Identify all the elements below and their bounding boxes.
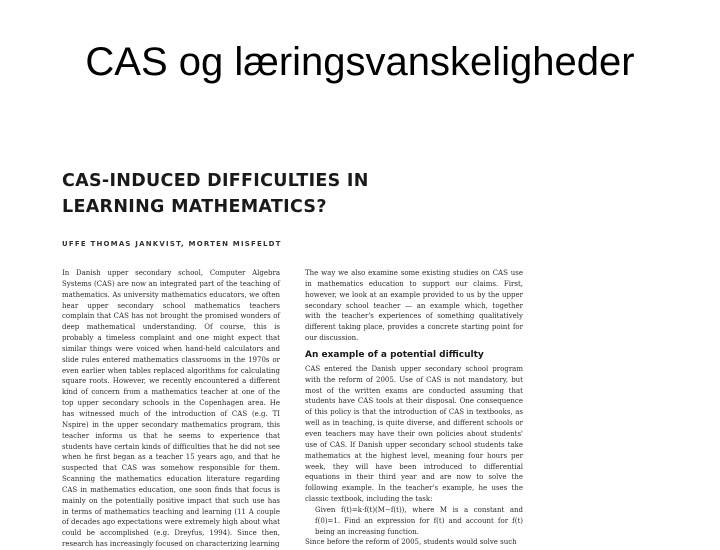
left-column-text: In Danish upper secondary school, Computer Algebra Systems (CAS) are now an integrated part of the teaching of mathematics. As university mathematics educators, we often hear upper secondary school mathematics teachers complain that CAS has not brought the promised wonders of deep mathematical understanding. Of course, this is probably a timeless complaint and one might expect that similar things were voiced when hand-held calculators and slide rules entered mathematics classrooms in the 1970s or even earlier when tables replaced algorithms for calculating square roots. However, we recently encountered a different kind of concern from a mathematics teacher at one of the top upper secondary schools in the Copenhagen area. He has witnessed much of the introduction of CAS (e.g. TI Nspire) in the upper secondary mathematics program, this teacher informs us that he seems to experience that students have certain kinds of difficulties that he did not see when he first began as a teacher 15 years ago, and that he suspected that CAS was somehow responsible for them. Scanning the mathematics education literature regarding CAS in mathematics education, one soon finds that focus is mainly on the potentially positive impact that such use has in terms of mathematics teaching and learning (11 A couple of decades ago expectations were extremely high about what could be accomplished (e.g. Dreyfus, 1994). Since then, research has increasingly focused on characterizing learning xyxy=(62,269,280,549)
section-heading: An example of a potential difficulty xyxy=(305,349,484,360)
article-right-column xyxy=(305,268,523,548)
right-column-end: Since before the reform of 2005, students would solve such xyxy=(305,538,517,547)
article-left-column xyxy=(62,268,280,550)
right-column-intro: The way we also examine some existing studies on CAS use in mathematics education to support our claims. First, however, we look at an example provided to us by the upper secondary school teacher — an example which, together with the teacher's experiences of something qualitatively different taking place, provides a concrete starting point for our discussion. xyxy=(305,269,523,343)
article-authors: UFFE THOMAS JANKVIST, MORTEN MISFELDT xyxy=(62,240,282,248)
slide-title: CAS og læringsvanskeligheder xyxy=(85,40,635,84)
article-title xyxy=(62,168,369,220)
right-column-body: CAS entered the Danish upper secondary school program with the reform of 2005. Use of CAS is not mandatory, but most of the written exams are conducted assuming that students have CAS tools at their disposal. One consequence of this policy is that the introduction of CAS in textbooks, as well as in teaching, is quite diverse, and different schools or even teachers may have their own policies about students' use of CAS. If Danish upper secondary school students take mathematics at the highest level, meaning four hours per week, they will have been introduced to differential equations in their third year and are now to solve the following example. In the teacher's example, he uses the classic textbook, including the task: xyxy=(305,364,523,504)
article-title-line-2: LEARNING MATHEMATICS? xyxy=(62,197,327,217)
task-text: Given f(t)=k·f(t)(M−f(t)), where M is a constant and f(0)=1. Find an expression for f(t) and account for f(t) being an increasing function. xyxy=(315,505,523,536)
article-title-line-1: CAS-INDUCED DIFFICULTIES IN xyxy=(62,171,369,191)
article-scan xyxy=(62,168,540,549)
